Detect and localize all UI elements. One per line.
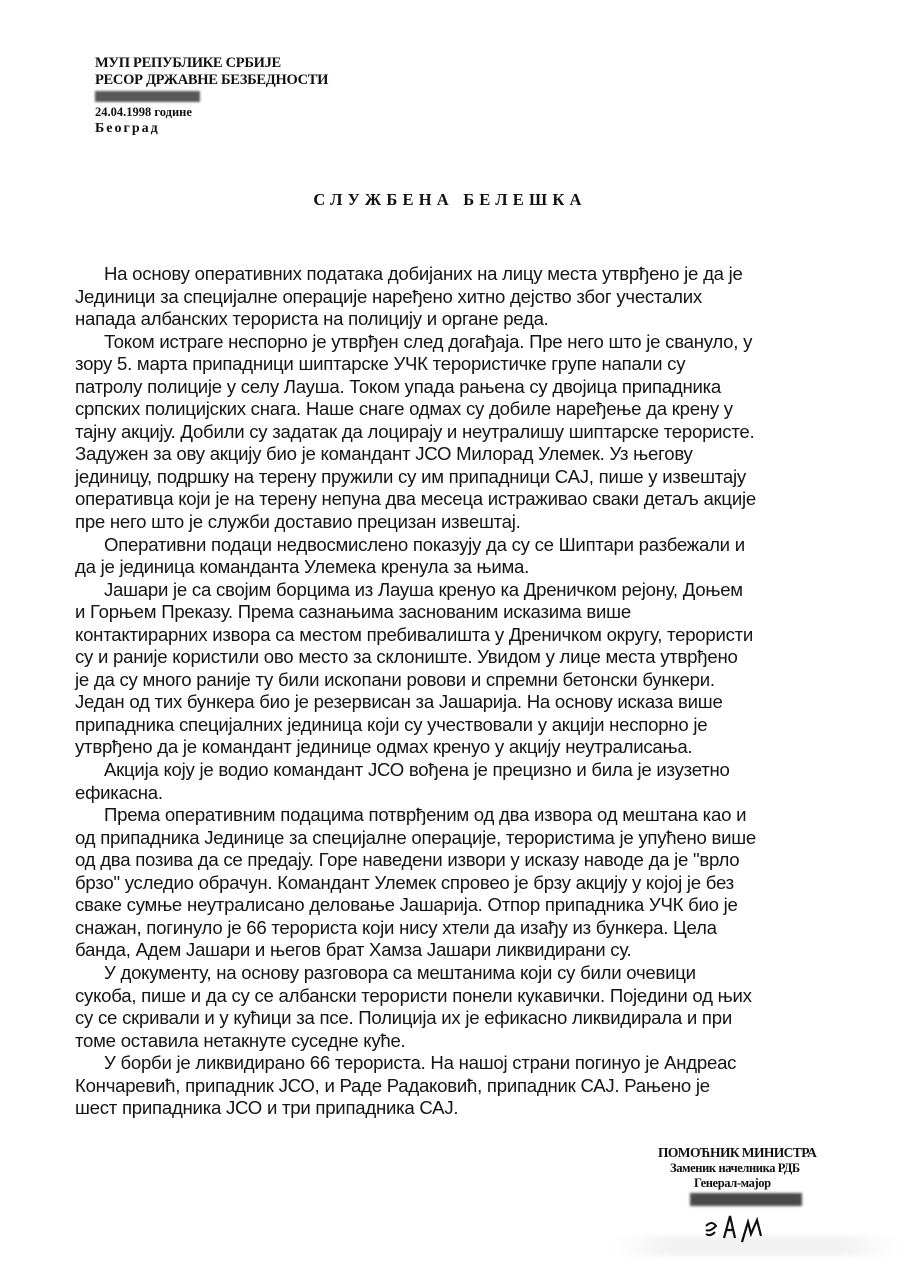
body-text-line: је да су много раније ту били ископани ровови и спремни бетонски бункери. [75, 668, 715, 690]
body-text-line: од два позива да се предају. Горе наведени извори у исказу наводе да је "врло [75, 849, 740, 871]
letterhead [95, 55, 328, 137]
document-body [75, 263, 875, 1120]
redacted-signatory-name [690, 1193, 802, 1206]
body-text-line: да је јединица команданта Улемека кренула за њима. [75, 556, 530, 578]
body-text-line: контактирарних извора са местом пребивалишта у Дреничком округу, терористи [75, 623, 754, 645]
body-text-line: јединицу, подршку на терену пружили су им припадници САЈ, пише у извештају [75, 465, 746, 487]
body-text-line: пре него што је служби доставио прецизан извештај. [75, 511, 521, 533]
body-text-line: У документу, на основу разговора са мештанима који су били очевици [104, 961, 696, 983]
body-text-line: од припадника Јединице за специјалне операције, терористима је упућено више [75, 826, 756, 848]
ministry-name: МУП РЕПУБЛИКЕ СРБИЈЕ [95, 55, 281, 71]
body-text-line: У борби је ликвидирано 66 терориста. На нашој страни погинуо је Андреас [104, 1052, 737, 1074]
body-text-line: Јединици за специјалне операције наређено хитно дејство због учесталих [75, 285, 702, 307]
body-text-line: Оперативни подаци недвосмислено показују да су се Шиптари разбежали и [104, 533, 745, 555]
body-text-line: припадника специјалних јединица који су учествовали у акцији неспорно је [75, 713, 708, 735]
body-text-line: српских полицијских снага. Наше снаге одмах су добиле наређење да крену у [75, 398, 733, 420]
document-title: СЛУЖБЕНА БЕЛЕШКА [313, 190, 587, 209]
body-text-line: снажан, погинуло је 66 терориста који нису хтели да изађу из бункера. Цела [75, 916, 717, 938]
signatory-title: ПОМОЋНИК МИНИСТРА [658, 1145, 817, 1160]
signature-block [658, 1145, 858, 1206]
body-text-line: оперативца који је на терену непуна два месеца истраживао сваки детаљ акције [75, 488, 756, 510]
bleed-through-shadow [612, 1236, 900, 1256]
body-text-line: Јашари је са својим борцима из Лауша кренуо ка Дреничком рејону, Доњем [104, 578, 743, 600]
body-text-line: су и раније користили ово место за склониште. Увидом у лице места утврђено [75, 646, 738, 668]
document-date: 24.04.1998 године [95, 105, 192, 119]
body-text-line: Кончаревић, припадник ЈСО, и Раде Радаковић, припадник САЈ. Рањено је [75, 1074, 710, 1096]
body-text-line: су се скривали и у кућици за псе. Полиција их је ефикасно ликвидирала и при [75, 1007, 732, 1029]
signatory-position: Заменик начелника РДБ [670, 1161, 800, 1175]
body-text-line: и Горњем Преказу. Према сазнањима заснованим исказима више [75, 601, 631, 623]
body-text-line: Акција коју је водио командант ЈСО вођена је прецизно и била је изузетно [104, 759, 730, 781]
body-text-line: утврђено да је командант јединице одмах кренуо у акцију неутралисања. [75, 736, 693, 758]
redacted-reference-number [95, 91, 200, 102]
body-text-line: шест припадника ЈСО и три припадника САЈ. [75, 1097, 459, 1119]
body-text-line: Један од тих бункера био је резервисан за Јашарија. На основу исказа више [75, 691, 723, 713]
body-text-line: сваке сумње неутралисано деловање Јашарија. Отпор припадника УЧК био је [75, 894, 738, 916]
signatory-rank: Генерал-мајор [694, 1176, 771, 1190]
body-text-line: банда, Адем Јашари и његов брат Хамза Јашари ликвидирани су. [75, 939, 632, 961]
body-text-line: Према оперативним подацима потврђеним од два извора од мештана као и [104, 804, 747, 826]
document-city: Београд [95, 121, 160, 136]
body-text-line: зору 5. марта припадници шиптарске УЧК терористичке групе напали су [75, 353, 686, 375]
body-text-line: патролу полиције у селу Лауша. Током упада рањена су двојица припадника [75, 375, 722, 397]
body-text-line: ефикасна. [75, 781, 163, 803]
body-text-line: сукоба, пише и да су се албански терористи понели кукавички. Поједини од њих [75, 984, 752, 1006]
body-text-line: напада албанских терориста на полицију и органе реда. [75, 308, 549, 330]
body-text-line: Током истраге неспорно је утврђен след догађаја. Пре него што је свануло, у [104, 330, 753, 352]
body-text-line: Задужен за ову акцију био је командант ЈСО Милорад Улемек. Уз његову [75, 443, 693, 465]
department-name: РЕСОР ДРЖАВНЕ БЕЗБЕДНОСТИ [95, 72, 329, 88]
body-text-line: томе оставила нетакнуте суседне куће. [75, 1029, 406, 1051]
body-text-line: тајну акцију. Добили су задатак да лоцирају и неутралишу шиптарске терористе. [75, 420, 755, 442]
body-text-line: На основу оперативних података добијаних на лицу места утврђено је да је [104, 263, 743, 284]
body-text-line: брзо" уследио обрачун. Командант Улемек спровео је брзу акцију у којој је без [75, 871, 734, 893]
